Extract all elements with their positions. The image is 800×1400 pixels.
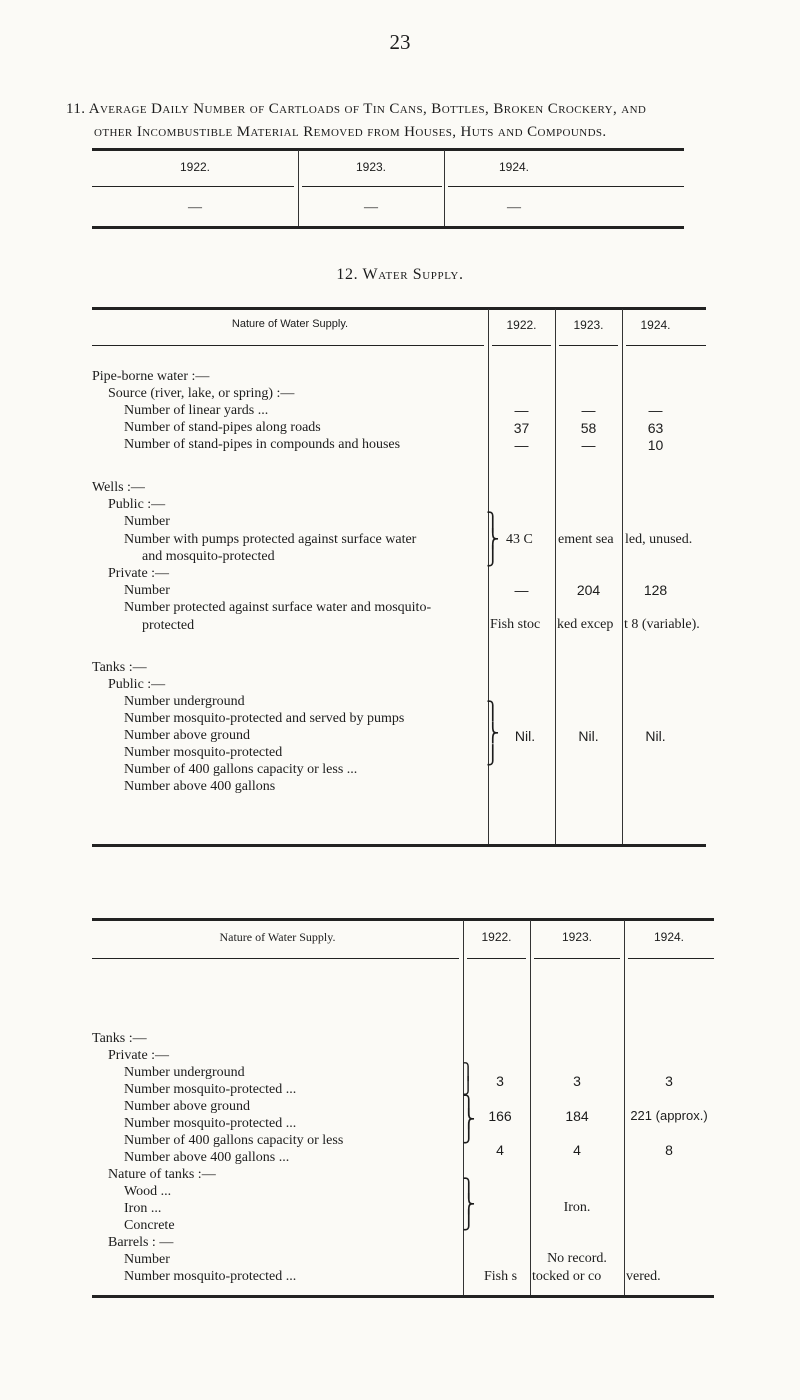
private-number-1922: — — [514, 582, 529, 598]
column-divider — [555, 309, 556, 844]
private-note-3: t 8 (variable). — [624, 617, 700, 632]
barrels-note-1: Fish s — [484, 1269, 518, 1284]
nature-header: Nature of Water Supply. — [231, 318, 349, 330]
bracket-mark: ⎫ ⎬ ⎭ — [462, 1095, 476, 1143]
public-wells-note-3: led, unused. — [625, 532, 693, 547]
wells-private-label: Private :— — [108, 566, 170, 581]
column-divider — [622, 309, 623, 844]
section-11-heading-line1: 11. Average Daily Number of Cartloads of Tin Cans, Bottles, Broken Crockery, and — [66, 101, 647, 117]
value-1922: — — [188, 200, 202, 215]
compounds-1923: — — [581, 437, 596, 453]
row2-1922: 166 — [488, 1108, 512, 1124]
table-rule — [92, 186, 294, 187]
table-rule — [92, 844, 706, 847]
private-number-1924: 128 — [643, 582, 668, 598]
less-400-label: Number of 400 gallons capacity or less — [124, 1133, 344, 1148]
row2-1924: 221 (approx.) — [630, 1108, 708, 1123]
table-rule — [92, 226, 684, 229]
row3-1924: 8 — [665, 1142, 673, 1158]
source-label: Source (river, lake, or spring) :— — [108, 386, 295, 401]
table-rule — [626, 345, 706, 346]
roads-1924: 63 — [647, 420, 664, 436]
tanks-mosquito-label: Number mosquito-protected — [124, 745, 283, 760]
barrels-note-3: vered. — [626, 1269, 661, 1284]
tanks-400-above-label: Number above 400 gallons — [124, 779, 276, 794]
table-rule — [92, 307, 706, 310]
row1-1923: 3 — [573, 1073, 581, 1089]
standpipes-roads-label: Number of stand-pipes along roads — [124, 420, 321, 435]
public-wells-note-2: ement sea — [558, 532, 614, 547]
above-400-label: Number above 400 gallons ... — [124, 1150, 290, 1165]
private-number-1923: 204 — [576, 582, 601, 598]
bracket-mark: ⎫ ⎭ — [462, 1064, 474, 1095]
iron-label: Iron ... — [124, 1201, 162, 1216]
private-note-1: Fish stoc — [490, 617, 541, 632]
tanks-underground-label: Number underground — [124, 694, 245, 709]
section-12-heading: 12. Water Supply. — [336, 266, 464, 283]
wood-label: Wood ... — [124, 1184, 172, 1199]
tanks-public-label: Public :— — [108, 677, 166, 692]
row2-1923: 184 — [565, 1108, 589, 1124]
table-rule — [92, 148, 684, 151]
year-header-1923: 1923. — [355, 160, 387, 174]
table-rule — [492, 345, 551, 346]
tanks-public-1924: Nil. — [645, 728, 666, 744]
public-wells-note-1: 43 C — [506, 532, 533, 547]
wells-private-protected-label: Number protected against surface water and mosquito- — [124, 600, 432, 615]
linear-1922: — — [514, 402, 529, 418]
concrete-label: Concrete — [124, 1218, 175, 1233]
nature-of-tanks-label: Nature of tanks :— — [108, 1167, 216, 1182]
roads-1922: 37 — [513, 420, 530, 436]
row3-1923: 4 — [573, 1142, 581, 1158]
linear-1923: — — [581, 402, 596, 418]
table-rule — [92, 958, 459, 959]
table-rule — [559, 345, 618, 346]
section-11-heading-line2: other Incombustible Material Removed from Houses, Huts and Compounds. — [94, 124, 607, 140]
private-note-2: ked excep — [557, 617, 614, 632]
table-rule — [628, 958, 714, 959]
barrels-record: No record. — [547, 1251, 607, 1266]
compounds-1924: 10 — [647, 437, 664, 453]
standpipes-compounds-label: Number of stand-pipes in compounds and houses — [124, 437, 401, 452]
tanks-400-less-label: Number of 400 gallons capacity or less ... — [124, 762, 358, 777]
wells-private-number-label: Number — [124, 583, 170, 598]
wells-label: Wells :— — [92, 480, 145, 495]
table-rule — [534, 958, 620, 959]
pipe-borne-label: Pipe-borne water :— — [92, 369, 210, 384]
table-rule — [448, 186, 684, 187]
mosquito-protected-label-1: Number mosquito-protected ... — [124, 1082, 297, 1097]
barrels-mosquito-label: Number mosquito-protected ... — [124, 1269, 297, 1284]
roads-1923: 58 — [580, 420, 597, 436]
barrels-number-label: Number — [124, 1252, 170, 1267]
row1-1922: 3 — [496, 1073, 504, 1089]
barrels-label: Barrels : — — [108, 1235, 174, 1250]
tanks-public-1923: Nil. — [578, 728, 599, 744]
year-header-1923: 1923. — [573, 318, 604, 332]
bracket-mark: ⎫ ⎬ ⎭ — [486, 701, 500, 765]
year-header-1922: 1922. — [506, 318, 537, 332]
value-1923: — — [364, 200, 378, 215]
above-ground-label: Number above ground — [124, 1099, 250, 1114]
bracket-mark: ⎫ ⎬ ⎭ — [486, 512, 500, 566]
year-header-1924: 1924. — [640, 318, 671, 332]
row1-1924: 3 — [665, 1073, 673, 1089]
table-rule — [92, 918, 714, 921]
linear-1924: — — [648, 402, 663, 418]
linear-yards-label: Number of linear yards ... — [124, 403, 269, 418]
tanks-private-label: Private :— — [108, 1048, 170, 1063]
wells-public-number-label: Number — [124, 514, 170, 529]
table-rule — [92, 1295, 714, 1298]
page-number: 23 — [389, 30, 411, 54]
tanks-above-label: Number above ground — [124, 728, 250, 743]
value-1924: — — [507, 200, 521, 215]
year-header-1923: 1923. — [561, 930, 593, 944]
underground-label: Number underground — [124, 1065, 245, 1080]
bracket-mark: ⎫ ⎬ ⎭ — [462, 1178, 476, 1230]
wells-public-label: Public :— — [108, 497, 166, 512]
section-11-heading — [66, 98, 766, 144]
wells-private-protected-label-2: protected — [142, 618, 195, 633]
wells-public-pumps-label-2: and mosquito-protected — [142, 549, 275, 564]
year-header-1924: 1924. — [498, 160, 530, 174]
tanks-label: Tanks :— — [92, 660, 147, 675]
table-rule — [92, 345, 484, 346]
year-header-1922: 1922. — [179, 160, 211, 174]
nature-header: Nature of Water Supply. — [219, 930, 336, 944]
table-rule — [467, 958, 526, 959]
mosquito-protected-label-2: Number mosquito-protected ... — [124, 1116, 297, 1131]
compounds-1922: — — [514, 437, 529, 453]
row3-1922: 4 — [496, 1142, 504, 1158]
year-header-1924: 1924. — [653, 930, 685, 944]
table-rule — [302, 186, 442, 187]
tanks-pumps-label: Number mosquito-protected and served by pumps — [124, 711, 405, 726]
barrels-note-2: tocked or co — [532, 1269, 602, 1284]
wells-public-pumps-label: Number with pumps protected against surface water — [124, 532, 417, 547]
year-header-1922: 1922. — [481, 930, 512, 944]
tanks-public-1922: Nil. — [514, 728, 536, 744]
tanks-label: Tanks :— — [92, 1031, 147, 1046]
nature-of-tanks-value: Iron. — [563, 1200, 591, 1215]
